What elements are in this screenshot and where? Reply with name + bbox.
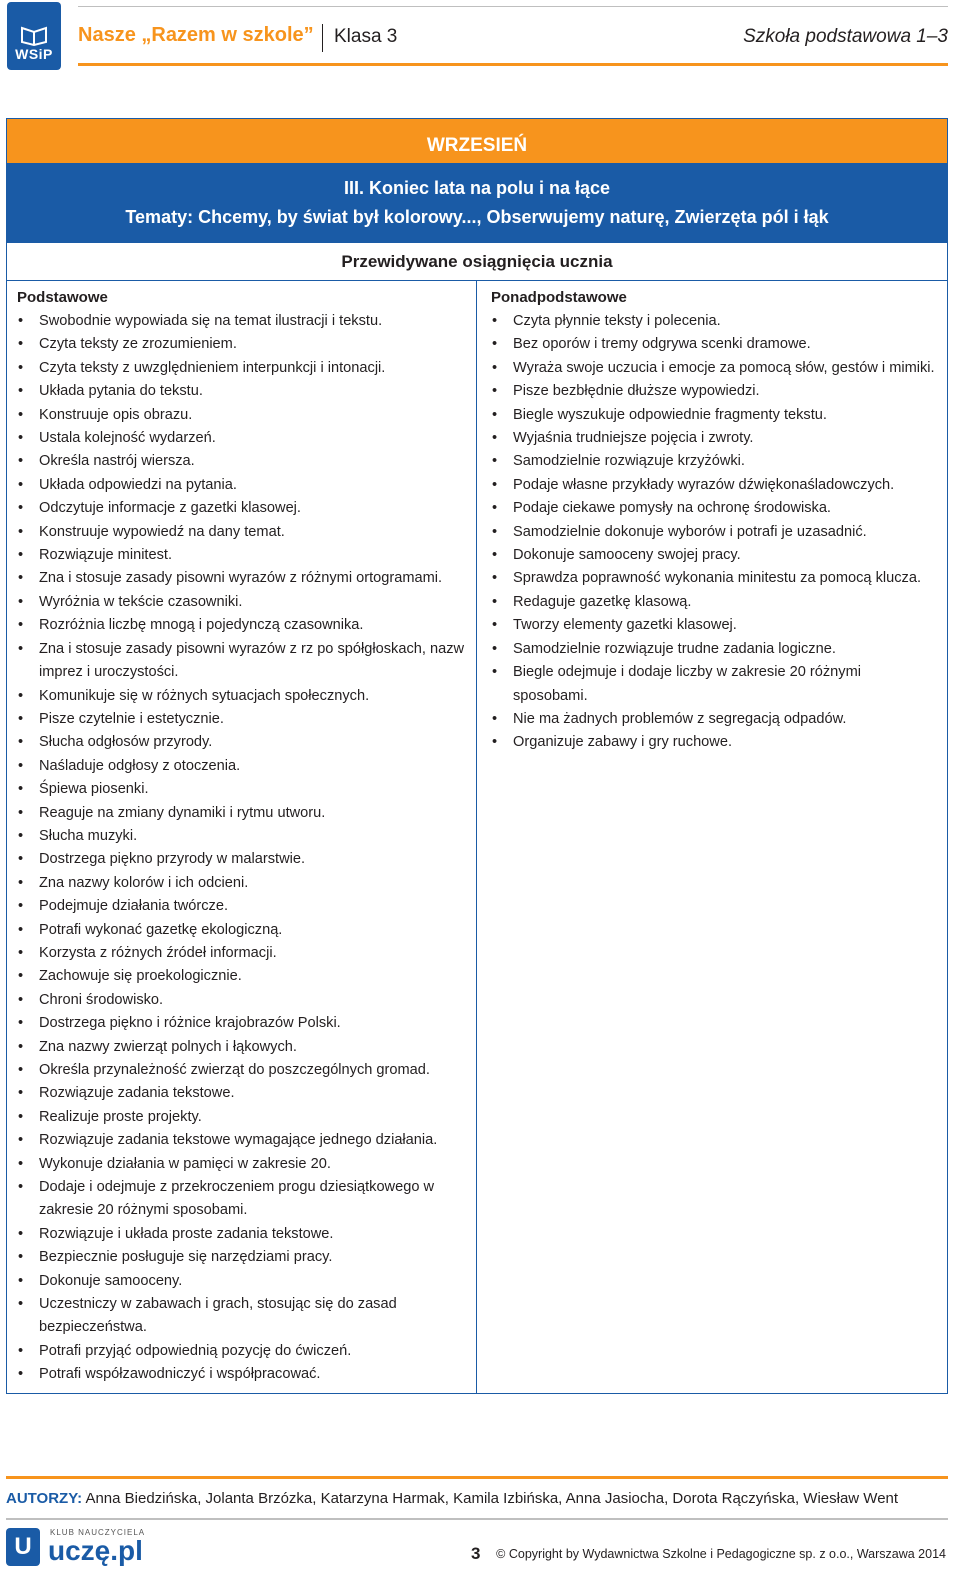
list-item: • Rozwiązuje zadania tekstowe wymagające jednego działania. — [17, 1129, 466, 1152]
list-item: • Określa przynależność zwierząt do poszczególnych gromad. — [17, 1059, 466, 1082]
list-item: • Tworzy elementy gazetki klasowej. — [491, 614, 937, 637]
list-item: • Konstruuje opis obrazu. — [17, 404, 466, 427]
list-item: • Słucha muzyki. — [17, 825, 466, 848]
list-item: • Realizuje proste projekty. — [17, 1106, 466, 1129]
achievements-table — [6, 118, 948, 1394]
club-u-icon: U — [6, 1528, 40, 1566]
list-item: • Dostrzega piękno i różnice krajobrazów Polski. — [17, 1012, 466, 1035]
page-number: 3 — [471, 1544, 481, 1563]
list-item: • Samodzielnie dokonuje wyborów i potrafi je uzasadnić. — [491, 521, 937, 544]
page-title: Nasze „Razem w szkole” — [78, 24, 314, 46]
list-item: • Bezpiecznie posługuje się narzędziami pracy. — [17, 1246, 466, 1269]
authors-label: AUTORZY: — [6, 1490, 83, 1507]
list-item: • Podaje własne przykłady wyrazów dźwiękonaśladowczych. — [491, 474, 937, 497]
logo-text: WSiP — [15, 46, 53, 62]
list-item: • Korzysta z różnych źródeł informacji. — [17, 942, 466, 965]
advanced-column — [477, 281, 947, 1393]
list-item: • Rozwiązuje i układa proste zadania tekstowe. — [17, 1223, 466, 1246]
month-label: WRZESIEŃ — [426, 135, 528, 156]
list-item: • Reaguje na zmiany dynamiki i rytmu utworu. — [17, 802, 466, 825]
list-item: • Swobodnie wypowiada się na temat ilustracji i tekstu. — [17, 310, 466, 333]
list-item: • Czyta teksty ze zrozumieniem. — [17, 333, 466, 356]
list-item: • Wykonuje działania w pamięci w zakresie 20. — [17, 1153, 466, 1176]
list-item: • Podaje ciekawe pomysły na ochronę środowiska. — [491, 497, 937, 520]
authors-names: Anna Biedzińska, Jolanta Brzózka, Katarzyna Harmak, Kamila Izbińska, Anna Jasiocha, Dorota Rączyńska, Wiesław Went — [85, 1490, 899, 1507]
basic-column — [7, 281, 477, 1393]
advanced-heading: Ponadpodstawowe — [491, 289, 627, 306]
list-item: • Dostrzega piękno przyrody w malarstwie. — [17, 848, 466, 871]
list-item: • Rozróżnia liczbę mnogą i pojedynczą czasownika. — [17, 614, 466, 637]
list-item: • Samodzielnie rozwiązuje krzyżówki. — [491, 450, 937, 473]
list-item: • Potrafi współzawodniczyć i współpracować. — [17, 1363, 466, 1386]
month-bar — [7, 119, 947, 163]
list-item: • Czyta teksty z uwzględnieniem interpunkcji i intonacji. — [17, 357, 466, 380]
header-rule — [78, 63, 948, 66]
list-item: • Biegle wyszukuje odpowiednie fragmenty tekstu. — [491, 404, 937, 427]
list-item: • Zna nazwy zwierząt polnych i łąkowych. — [17, 1036, 466, 1059]
book-icon — [20, 24, 48, 46]
club-small-text: KLUB NAUCZYCIELA — [50, 1528, 146, 1537]
club-name: uczę.pl — [48, 1535, 143, 1566]
list-item: • Śpiewa piosenki. — [17, 778, 466, 801]
list-item: • Naśladuje odgłosy z otoczenia. — [17, 755, 466, 778]
list-item: • Dokonuje samooceny swojej pracy. — [491, 544, 937, 567]
list-item: • Rozwiązuje minitest. — [17, 544, 466, 567]
list-item: • Pisze czytelnie i estetycznie. — [17, 708, 466, 731]
list-item: • Dodaje i odejmuje z przekroczeniem progu dziesiątkowego w zakresie 20 różnymi sposobami. — [17, 1176, 466, 1223]
list-item: • Odczytuje informacje z gazetki klasowej. — [17, 497, 466, 520]
list-item: • Podejmuje działania twórcze. — [17, 895, 466, 918]
list-item: • Nie ma żadnych problemów z segregacją odpadów. — [491, 708, 937, 731]
list-item: • Potrafi wykonać gazetkę ekologiczną. — [17, 919, 466, 942]
achievements-heading — [7, 243, 947, 281]
list-item: • Określa nastrój wiersza. — [17, 450, 466, 473]
list-item: • Komunikuje się w różnych sytuacjach społecznych. — [17, 685, 466, 708]
class-label: Klasa 3 — [334, 26, 398, 47]
list-item: • Chroni środowisko. — [17, 989, 466, 1012]
list-item: • Organizuje zabawy i gry ruchowe. — [491, 731, 937, 754]
list-item: • Wyjaśnia trudniejsze pojęcia i zwroty. — [491, 427, 937, 450]
achievements-heading-text: Przewidywane osiągnięcia ucznia — [341, 251, 613, 271]
list-item: • Uczestniczy w zabawach i grach, stosując się do zasad bezpieczeństwa. — [17, 1293, 466, 1340]
columns — [7, 281, 947, 1393]
list-item: • Zna i stosuje zasady pisowni wyrazów z różnymi ortogramami. — [17, 567, 466, 590]
list-item: • Konstruuje wypowiedź na dany temat. — [17, 521, 466, 544]
theme-topics: Tematy: Chcemy, by świat był kolorowy..., Obserwujemy naturę, Zwierzęta pól i łąk — [125, 207, 829, 227]
list-item: • Słucha odgłosów przyrody. — [17, 731, 466, 754]
list-item: • Czyta płynnie teksty i polecenia. — [491, 310, 937, 333]
list-item: • Pisze bezbłędnie dłuższe wypowiedzi. — [491, 380, 937, 403]
list-item: • Wyróżnia w tekście czasowniki. — [17, 591, 466, 614]
list-item: • Układa odpowiedzi na pytania. — [17, 474, 466, 497]
theme-title: III. Koniec lata na polu i na łące — [343, 178, 611, 198]
top-rule — [78, 6, 948, 7]
list-item: • Biegle odejmuje i dodaje liczby w zakresie 20 różnymi sposobami. — [491, 661, 937, 708]
school-level-label: Szkoła podstawowa 1–3 — [743, 26, 948, 47]
list-item: • Redaguje gazetkę klasową. — [491, 591, 937, 614]
list-item: • Rozwiązuje zadania tekstowe. — [17, 1082, 466, 1105]
list-item: • Potrafi przyjąć odpowiednią pozycję do ćwiczeń. — [17, 1340, 466, 1363]
list-item: • Układa pytania do tekstu. — [17, 380, 466, 403]
list-item: • Samodzielnie rozwiązuje trudne zadania logiczne. — [491, 638, 937, 661]
footer-rule-gray — [6, 1518, 948, 1520]
theme-bar — [7, 163, 947, 243]
copyright: © Copyright by Wydawnictwa Szkolne i Pedagogiczne sp. z o.o., Warszawa 2014 — [496, 1547, 946, 1561]
list-item: • Zna nazwy kolorów i ich odcieni. — [17, 872, 466, 895]
list-item: • Wyraża swoje uczucia i emocje za pomocą słów, gestów i mimiki. — [491, 357, 937, 380]
wsip-logo — [7, 2, 61, 70]
club-logo — [6, 1526, 151, 1570]
advanced-list — [491, 310, 937, 755]
list-item: • Dokonuje samooceny. — [17, 1270, 466, 1293]
footer-rule — [6, 1476, 948, 1479]
basic-heading: Podstawowe — [17, 289, 108, 306]
list-item: • Bez oporów i tremy odgrywa scenki dramowe. — [491, 333, 937, 356]
basic-list — [17, 310, 466, 1387]
list-item: • Ustala kolejność wydarzeń. — [17, 427, 466, 450]
authors-line — [6, 1490, 950, 1507]
header-separator — [322, 24, 323, 52]
list-item: • Sprawdza poprawność wykonania minitestu za pomocą klucza. — [491, 567, 937, 590]
list-item: • Zna i stosuje zasady pisowni wyrazów z rz po spółgłoskach, nazw imprez i uroczystości. — [17, 638, 466, 685]
list-item: • Zachowuje się proekologicznie. — [17, 965, 466, 988]
